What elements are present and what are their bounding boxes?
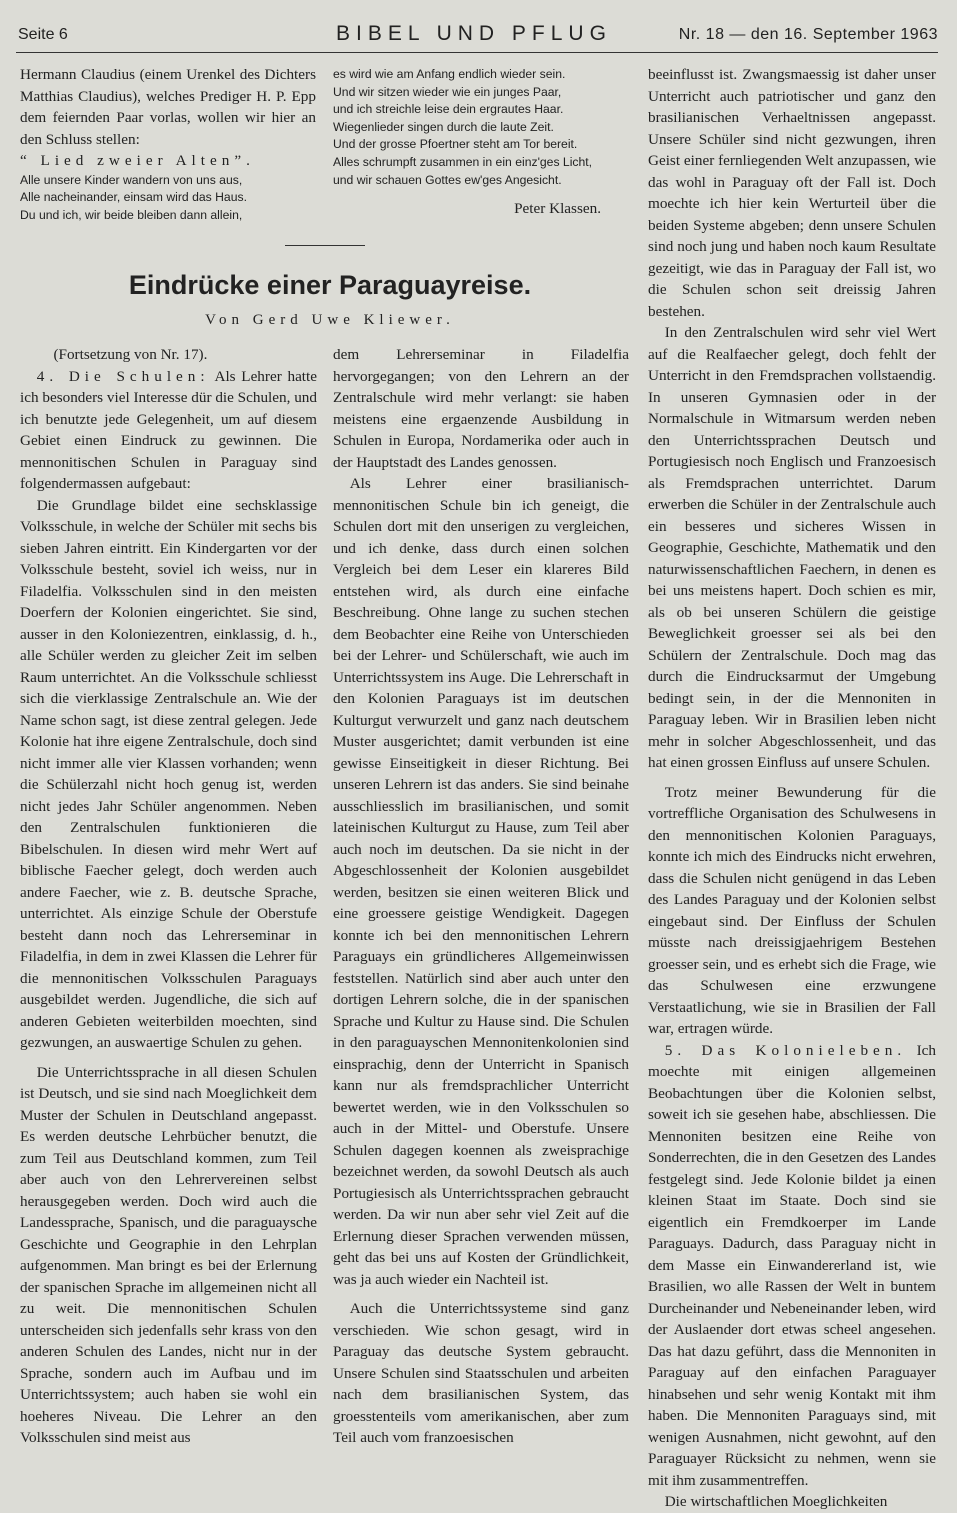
article-column-3 — [648, 64, 936, 1513]
paragraph: Die wirtschaftlichen Moeglichkeiten — [664, 1493, 888, 1510]
poem-line: es wird wie am Anfang endlich wieder sein. — [333, 67, 566, 81]
page-header — [18, 22, 938, 52]
paragraph: Als Lehrer einer brasilianisch-mennonitischen Schule bin ich geneigt, die Schulen dort mit den unserigen zu vergleichen, und ich denke, dass durch einen solchen Vergleich bei dem Leser ein klareres Bild entstehen wird, als durch eine einfache Beschreibung. Ohne lange zu suchen stechen dem Beobachter eine Reihe von Unterschieden bei der Lehrer- und Schülerschaft, wie auch im Unterrichtssystem ins Auge. Die Lehrerschaft in den Kolonien Paraguays ist im deutschen Kulturgut verwurzelt und ganz nach deutschem Muster ausgerichtet; damit verbunden ist eine gewisse Einseitigkeit in dieser Richtung. Bei unseren Lehrern ist das anders. Sie sind beinahe ausschliesslich im brasilianischen, und somit lateinischen Kulturgut zu Hause, zum Teil aber auch noch im deutschen. Da sie nicht in der Abgeschlossenheit der Kolonien ausgebildet werden, besitzen sie einen weiteren Blick und eine groessere geistige Wendigkeit. Dagegen konnte ich bei den mennonitischen Lehrern Paraguays ein gründlicheres Allgemeinwissen feststellen. Natürlich sind aber auch unter den dortigen Lehrern solche, die in der spanischen Sprache und Kultur zu Hause sind. Die Schulen in den paraguayschen Mennonitenkolonien sind einsprachig, denn der Unterricht in Spanisch kann nur als fremdsprachlicher Unterricht bewertet werden, wie in den Volksschulen so auch in der Mittel- und Oberstufe. Unsere Schulen dagegen koennen als zweisprachige bezeichnet werden, da sowohl Deutsch als auch Portugiesisch als Unterrichtssprachen gebraucht werden. Da wir nun aber sehr viel Zeit auf die Erlernung dieser Sprachen verwenden müssen, geht das bei uns auf Kosten der Gründlichkeit, was ja auch wieder ein Nachteil ist. — [333, 475, 629, 1288]
poem-line: und wir schauen Gottes ew'ges Angesicht. — [333, 172, 562, 187]
paragraph: dem Lehrerseminar in Filadelfia hervorgegangen; von den Lehrern an der Zentralschule wird mehr verlangt: sie haben meistens eine ergaenzende Ausbildung in Schulen in Europa, Nordamerika oder auch in der Hauptstadt des Landes genossen. — [333, 346, 629, 471]
poem-line: Alle nacheinander, einsam wird das Haus. — [20, 190, 247, 205]
article-column-2 — [333, 344, 629, 1449]
paragraph: In den Zentralschulen wird sehr viel Wert auf die Realfaecher gelegt, doch fehlt der Unterricht in den Fremdsprachen vollstaendig. In unseren Gymnasien oder in der Normalschule in Witmarsum werden neben den Unterrichtssprachen Deutsch und Portugiesisch noch Englisch und Franzoesisch als Fremdsprachen unterrichtet. Darum erwerben die Schüler in der Zentralschule auch ein besseres und sicheres Wissen in Geographie, Geschichte, Mathematik und den naturwissenschaftlichen Faechern, in denen es bei uns meistens hapert. Doch schien es mir, als ob bei unseren Schülern die geistige Beweglichkeit groesser sei als bei den Schülern der Zentralschule. Doch mag das durch die Eindrucksarmut der Umgebung bedingt sein, in der die Mennoniten in Paraguay leben. Wir in Brasilien leben nicht mehr in solcher Abgeschlossenheit, und das hat einen grossen Einfluss auf unsere Schulen. — [648, 324, 936, 771]
section-heading: 4. Die Schulen: — [36, 367, 210, 385]
issue-date: Nr. 18 — den 16. September 1963 — [678, 26, 938, 43]
paragraph: Die Grundlage bildet eine sechsklassige Volksschule, in welche der Schüler mit sechs bis sieben Jahren eintritt. Ein Kindergarten vor der Volksschule besteht, soviel ich weiss, nur in Filadelfia. Volksschulen sind in den meisten Doerfern der Kolonien eingerichtet. Sie sind, ausser in den Koloniezentren, einklassig, d. h., alle Schüler werden zu gleicher Zeit im selben Raum unterrichtet. An die Volksschule schliesst sich die vierklassige Zentralschule an. Wie der Name schon sagt, ist diese zentral gelegen. Jede Kolonie hat ihre eigene Zentralschule, doch sind nicht immer alle vier Klassen vorhanden; wenn die Schülerzahl nicht hoch genug ist, werden nicht jedes Jahr Schüler angenommen. Neben den Zentralschulen funktionieren die Bibelschulen. In diesen wird mehr Wert auf biblische Faecher gelegt, doch werden auch andere Faecher, wie z. B. deutsche Sprache, unterrichtet. Als einzige Schule der Oberstufe besteht dann noch das Lehrerseminar in Filadelfia, in dem in zwei Klassen die Lehrer für die mennonitischen Volksschulen Paraguays ausgebildet werden. Jugendliche, die sich auf anderen Gebieten weiterbilden moechten, sind gezwungen, an auswaertige Schulen zu gehen. — [20, 496, 317, 1051]
poem-intro: Hermann Claudius (einem Urenkel des Dichters Matthias Claudius), welches Prediger H. P. Epp dem feiernden Paar vorlas, wollen wir hier an den Schluss stellen: — [20, 66, 316, 148]
poem-line: Alles schrumpft zusammen in ein einz'ges Licht, — [333, 154, 593, 169]
paragraph: beeinflusst ist. Zwangsmaessig ist daher unser Unterricht auch patriotischer und ganz den brasilianischen Verhaeltnissen angepasst. Unsere Schüler sind nicht gezwungen, ihren Geist einer fernliegenden Welt anzupassen, wie das wohl in Paraguay oft der Fall ist. Doch moechte ich hier kein Werturteil über die beiden Systeme abgeben; denn unsere Schulen sind noch jung und haben noch kaum Resultate gezeitigt, wie das in Paraguay der Fall ist, wo die Schulen schon seit dreissig Jahren bestehen. — [648, 66, 936, 320]
poem-line: Wiegenlieder singen durch die laute Zeit. — [333, 119, 554, 134]
poem-intro-column — [20, 64, 316, 224]
paragraph-text: Ich moechte mit einigen allgemeinen Beobachtungen über die Kolonien selbst, soweit ich sie gesehen habe, abschliessen. Die Mennoniten besitzen eine Reihe von Sonderrechten, die in den Gesetzen des Landes festgelegt sind. Jede Kolonie bildet ja einen kleinen Staat im Staate. Doch sind sie eigentlich ein Fremdkoerper im Lande Paraguays. Dadurch, dass Paraguay nicht in dem Masse ein Einwandererland ist, wie Brasilien, wo alle Rassen der Welt in buntem Durcheinander und Nebeneinander leben, wird der Auslaender dort etwas scheel angesehen. Das hat dazu geführt, dass die Mennoniten in Paraguay auf den einfachen Paraguayer hinabsehen und sehr wenig Kontakt mit ihm haben. Die Mennoniten Paraguays sind, mit wenigen Ausnahmen, nicht gewohnt, auf den Paraguayer Rücksicht zu nehmen, wenn sie mit ihm zusammentreffen. — [648, 1041, 937, 1489]
paragraph — [648, 1040, 936, 1492]
poem-line: Und der grosse Pfoertner steht am Tor bereit. — [333, 137, 578, 152]
separator-line — [285, 245, 365, 246]
paragraph: Auch die Unterrichtssysteme sind ganz verschieden. Wie schon gesagt, wird in Paraguay das deutsche System gebraucht. Unsere Schulen sind Staatsschulen und arbeiten nach dem brasilianischen System, das groesstenteils vom amerikanischen, aber zum Teil auch vom franzoesischen — [333, 1300, 629, 1446]
poem-continued-column — [333, 66, 629, 220]
paragraph-text: Als Lehrer hatte ich besonders viel Interesse dür die Schulen, und ich benutzte jede Gelegenheit, um auf diesem Gebiet einen Eindruck zu gewinnen. Die mennonitischen Schulen in Paraguay sind folgendermassen aufgebaut: — [20, 367, 317, 492]
section-heading: 5. Das Kolonieleben. — [664, 1041, 907, 1059]
page-number: Seite 6 — [18, 26, 68, 43]
poem-line: und ich streichle leise dein ergrautes Haar. — [333, 102, 564, 117]
article-column-1 — [20, 344, 317, 1449]
poem-line: Und wir sitzen wieder wie ein junges Paar, — [333, 84, 562, 99]
continuation-note: (Fortsetzung von Nr. 17). — [53, 346, 208, 363]
paragraph — [20, 366, 317, 495]
paragraph: Trotz meiner Bewunderung für die vortreffliche Organisation des Schulwesens in den mennonitischen Kolonien Paraguays, konnte ich mich des Eindrucks nicht erwehren, dass die Schulen nicht genügend in das Leben des Landes Paraguay und der Kolonien selbst eingebaut sind. Der Einfluss der Schulen müsste nach dreissigjaehrigem Bestehen groesser sein, und es erhebt sich die Frage, wie das Schulwesen eine erzwungene Verstaatlichung, wie sie in Brasilien der Fall war, ertragen würde. — [648, 783, 936, 1037]
poem-line: Du und ich, wir beide bleiben dann allein, — [20, 207, 243, 222]
poem-line: Alle unsere Kinder wandern von uns aus, — [20, 172, 243, 187]
newspaper-title: BIBEL UND PFLUG — [336, 22, 612, 45]
paragraph: Die Unterrichtssprache in all diesen Schulen ist Deutsch, und sie sind nach Moeglichkeit dem Muster der Schulen in Deutschland angepasst. Es werden deutsche Lehrbücher benutzt, die zum Teil aus Deutschland kommen, zum Teil aber auch von den Lehrervereinen selbst herausgegeben werden. Doch wird auch die Landessprache, Spanisch, und die paraguaysche Geschichte und Geographie in den Lehrplan aufgenommen. Man bringt es bei der Erlernung der spanischen Sprache im allgemeinen nicht all zu weit. Die mennonitischen Schulen unterscheiden sich jedenfalls sehr krass von den anderen Schulen des Landes, nicht nur in der Sprache, sondern auch im Aufbau und im Unterrichtssystem; auch haben sie wohl ein hoeheres Niveau. Die Lehrer an den Volksschulen sind meist aus — [20, 1063, 317, 1446]
poem-title: “ Lied zweier Alten”. — [20, 152, 255, 169]
signature: Peter Klassen. — [514, 200, 601, 218]
header-rule — [16, 52, 938, 53]
article-title: Eindrücke einer Paraguayreise. — [128, 270, 532, 300]
article-byline: Von Gerd Uwe Kliewer. — [205, 312, 455, 328]
